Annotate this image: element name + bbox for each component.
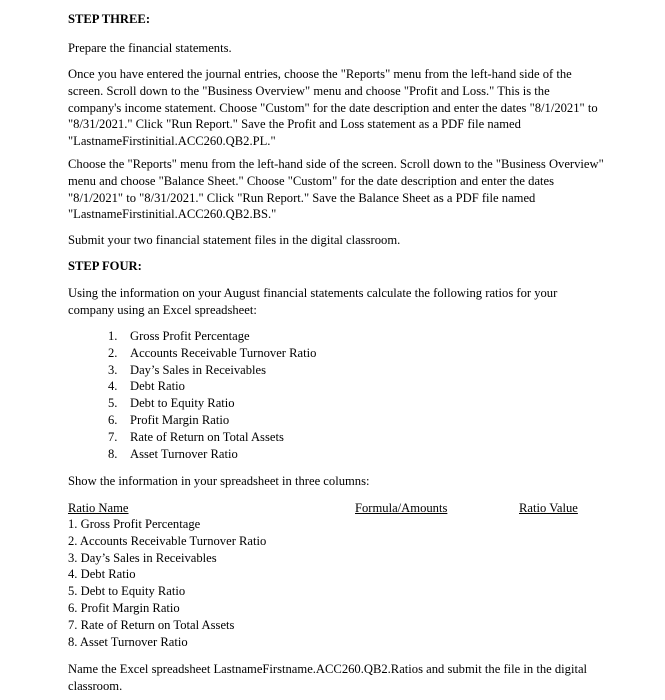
column-header-ratio-name: Ratio Name xyxy=(68,501,129,515)
step-four-heading: STEP FOUR: xyxy=(68,259,142,273)
ratio-list-item: 7. Rate of Return on Total Assets xyxy=(108,429,284,444)
ratio-list-item: 6. Profit Margin Ratio xyxy=(108,412,230,427)
table-row: 7. Rate of Return on Total Assets xyxy=(68,617,235,632)
step-three-heading: STEP THREE: xyxy=(68,12,151,26)
column-header-formula-amounts: Formula/Amounts xyxy=(355,501,448,515)
ratio-list-item: 2. Accounts Receivable Turnover Ratio xyxy=(108,345,317,360)
ratio-list-item: 4. Debt Ratio xyxy=(108,379,185,394)
ratio-table-rows xyxy=(68,516,266,650)
submit-statements-instruction: Submit your two financial statement files in the digital classroom. xyxy=(68,233,401,247)
table-row: 5. Debt to Equity Ratio xyxy=(68,584,186,599)
balance-sheet-instructions: Choose the "Reports" menu from the left-hand side of the screen. Scroll down to the "Business Overview" menu and choose "Balance Sheet." Choose "Custom" for the date description and enter the dates "8/1/2021" to "8/31/2021." Click "Run Report." Save the Balance Sheet as a PDF file named "LastnameFirstinitial.ACC260.QB2.BS." xyxy=(68,157,604,222)
step-three-intro: Prepare the financial statements. xyxy=(68,41,232,55)
table-row: 6. Profit Margin Ratio xyxy=(68,600,180,615)
table-row: 4. Debt Ratio xyxy=(68,567,136,582)
step-four-intro: Using the information on your August financial statements calculate the following ratios for your company using an Excel spreadsheet: xyxy=(68,286,558,317)
table-row: 8. Asset Turnover Ratio xyxy=(68,634,188,649)
table-row: 2. Accounts Receivable Turnover Ratio xyxy=(68,533,267,548)
closing-instruction: Name the Excel spreadsheet LastnameFirstname.ACC260.QB2.Ratios and submit the file in the digital classroom. xyxy=(68,662,588,693)
column-header-ratio-value: Ratio Value xyxy=(519,501,578,515)
ratio-list xyxy=(108,328,316,462)
table-row: 3. Day’s Sales in Receivables xyxy=(68,550,217,565)
ratio-list-item: 8. Asset Turnover Ratio xyxy=(108,446,238,461)
table-row: 1. Gross Profit Percentage xyxy=(68,517,201,531)
profit-loss-instructions: Once you have entered the journal entries, choose the "Reports" menu from the left-hand side of the screen. Scroll down to the "Business Overview" menu and choose "Profit and Loss." This is the company's income statement. Choose "Custom" for the date description and enter the dates "8/1/2021" to "8/31/2021." Click "Run Report." Save the Profit and Loss statement as a PDF file named "LastnameFirstinitial.ACC260.QB2.PL." xyxy=(68,67,598,149)
ratio-list-item: 1. Gross Profit Percentage xyxy=(108,329,250,343)
show-information-instruction: Show the information in your spreadsheet in three columns: xyxy=(68,474,370,488)
ratio-list-item: 5. Debt to Equity Ratio xyxy=(108,396,235,411)
ratio-list-item: 3. Day’s Sales in Receivables xyxy=(108,362,267,377)
